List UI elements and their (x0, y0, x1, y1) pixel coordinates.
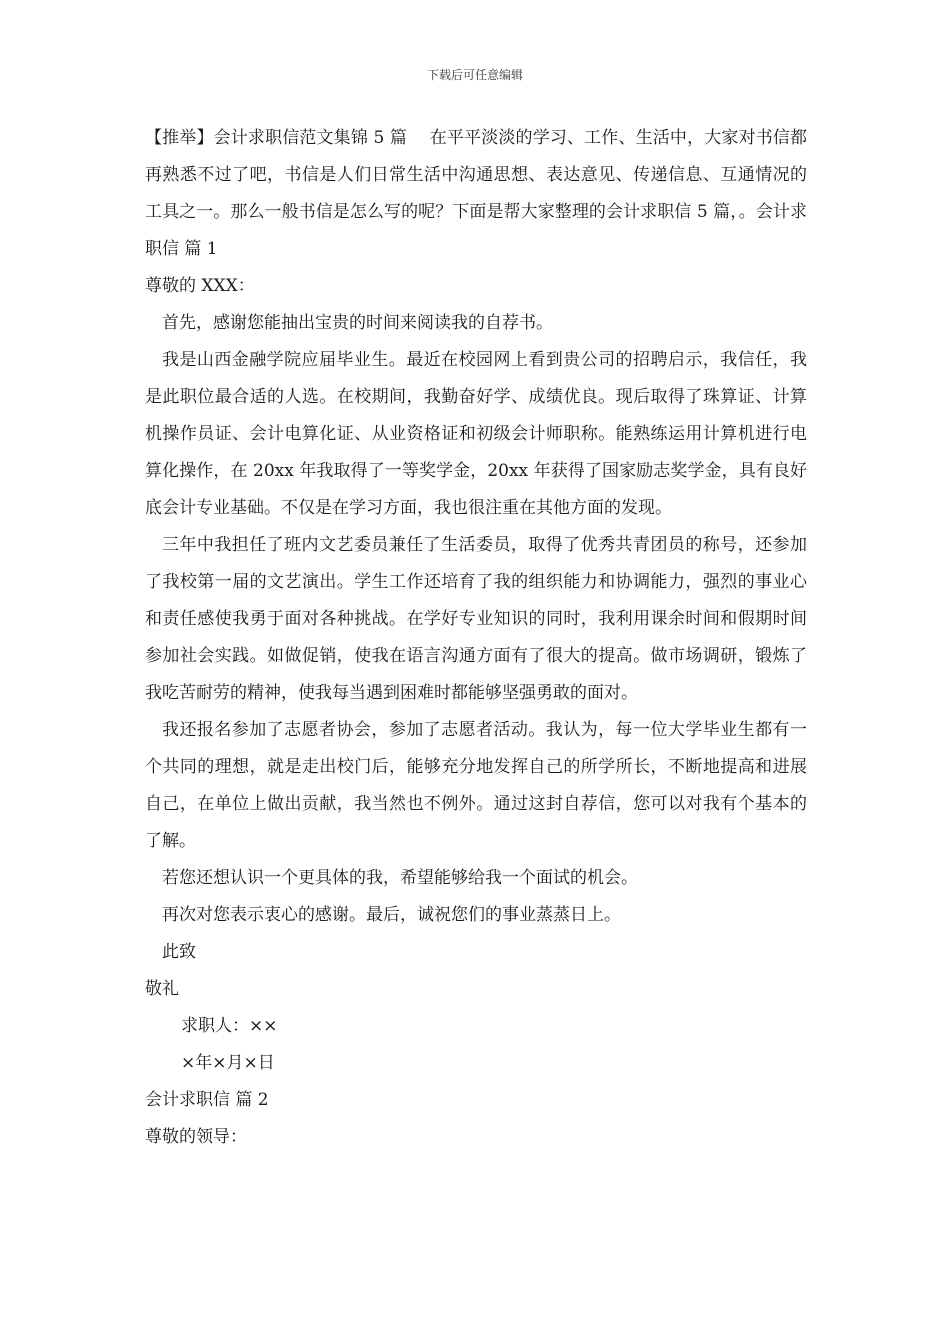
body-paragraph: 再次对您表示衷心的感谢。最后，诚祝您们的事业蒸蒸日上。 (162, 905, 621, 925)
body-paragraph: 若您还想认识一个更具体的我，希望能够给我一个面试的机会。 (162, 868, 638, 888)
signature-name: 求职人：×× (181, 1016, 278, 1036)
closing-salute: 敬礼 (145, 979, 179, 999)
body-paragraph: 我是山西金融学院应届毕业生。最近在校园网上看到贵公司的招聘启示，我信任，我是此职位最合适的人选。在校期间，我勤奋好学、成绩优良。现后取得了珠算证、计算机操作员证、会计电算化证、从业资格证和初级会计师职称。能熟练运用计算机进行电算化操作，在 20xx 年我取得了一等奖学金，20xx 年获得了国家励志奖学金，具有良好底会计专业基础。不仅是在学习方面，我也很注重在其他方面的发现。 (145, 350, 807, 518)
closing-phrase: 此致 (162, 942, 196, 962)
salutation: 尊敬的 XXX： (145, 276, 255, 296)
intro-paragraph: 【推举】会计求职信范文集锦 5 篇 在平平淡淡的学习、工作、生活中，大家对书信都再熟悉不过了吧，书信是人们日常生活中沟通思想、表达意见、传递信息、互通情况的工具之一。那么一般书信是怎么写的呢？下面是帮大家整理的会计求职信 5 篇，。会计求职信 篇 1 (145, 128, 807, 259)
signature-date: ×年×月×日 (181, 1053, 275, 1073)
body-paragraph: 三年中我担任了班内文艺委员兼任了生活委员，取得了优秀共青团员的称号，还参加了我校第一届的文艺演出。学生工作还培育了我的组织能力和协调能力，强烈的事业心和责任感使我勇于面对各种挑战。在学好专业知识的同时，我利用课余时间和假期时间参加社会实践。如做促销，使我在语言沟通方面有了很大的提高。做市场调研，锻炼了我吃苦耐劳的精神，使我每当遇到困难时都能够坚强勇敢的面对。 (145, 535, 807, 703)
body-paragraph: 首先，感谢您能抽出宝贵的时间来阅读我的自荐书。 (162, 313, 553, 333)
salutation: 尊敬的领导： (145, 1127, 247, 1147)
page-header-note: 下载后可任意编辑 (426, 68, 523, 82)
document-body (145, 120, 807, 1156)
body-paragraph: 我还报名参加了志愿者协会，参加了志愿者活动。我认为，每一位大学毕业生都有一个共同的理想，就是走出校门后，能够充分地发挥自己的所学所长，不断地提高和进展自己，在单位上做出贡献，我当然也不例外。通过这封自荐信，您可以对我有个基本的了解。 (145, 720, 807, 851)
section-heading: 会计求职信 篇 2 (145, 1090, 269, 1110)
